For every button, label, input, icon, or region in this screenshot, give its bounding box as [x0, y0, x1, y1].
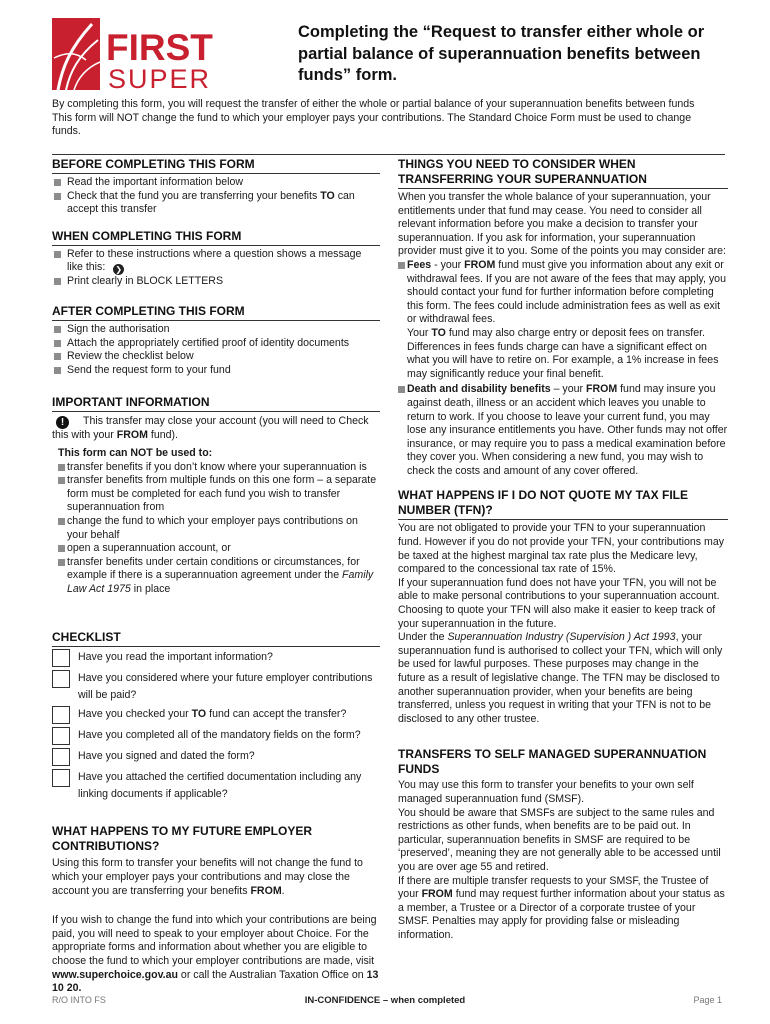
list-item: Fees - your FROM fund must give you information about any exit or withdrawal fees. If you are not aware of the fees that may apply, you should contact your fund for further information before completing this form. The fees could include administration fees as well as exit or withdrawal fees. Your TO fund may also charge entry or deposit fees on transfer. Differences in fees funds charge can have a significant effect on what you will have to retire on. For example, a 1% increase in fees may significantly reduce your final benefit.	[398, 259, 728, 381]
right-column	[398, 157, 728, 943]
tfn-paragraph-3: Under the Superannuation Industry (Supervision ) Act 1993, your superannuation fund is authorised to collect your TFN, which will only be used for lawful purposes. These purposes may change in the future as a result of legislative change. The TFN may be disclosed to another superannuation provider, when your benefits are being transferred, unless you request in writing that your TFN is not to be disclosed to any other trustee.	[398, 631, 723, 725]
list-item: Send the request form to your fund	[52, 364, 380, 378]
consider-heading: THINGS YOU NEED TO CONSIDER WHEN TRANSFERRING YOUR SUPERANNUATION	[398, 157, 728, 189]
list-item: transfer benefits under certain conditions or circumstances, for example if there is a superannuation agreement under the Family Law Act 1975 in place	[58, 556, 380, 597]
exclamation-icon: !	[56, 416, 69, 429]
consider-list	[398, 259, 728, 479]
checkbox-signed-dated[interactable]	[52, 748, 70, 766]
checklist-row: Have you considered where your future employer contributions will be paid?	[52, 670, 380, 703]
intro-line-2: This form will NOT change the fund to which your employer pays your contributions. The Standard Choice Form must be used to change funds.	[52, 111, 692, 138]
list-item: Sign the authorisation	[52, 323, 380, 337]
header-divider	[52, 154, 725, 155]
checkbox-future-contributions[interactable]	[52, 670, 70, 688]
list-item: Read the important information below	[52, 176, 380, 190]
checklist-row: Have you attached the certified documentation including any linking documents if applicable?	[52, 769, 380, 802]
smsf-paragraph-2: You should be aware that SMSFs are subject to the same rules and restrictions as other funds, when benefits are to be paid out. In particular, superannuation benefits in SMSF are required to be ‘preserved’, meaning they are not generally able to be accessed until you are over age 55 and retired.	[398, 806, 721, 873]
smsf-paragraph-1: You may use this form to transfer your benefits to your own self managed superannuation fund (SMSF).	[398, 779, 694, 805]
list-item: Refer to these instructions where a question shows a message like this: ❯	[52, 248, 380, 276]
smsf-heading: TRANSFERS TO SELF MANAGED SUPERANNUATION FUNDS	[398, 747, 707, 777]
tfn-paragraph-1: You are not obligated to provide your TFN to your superannuation fund. However if you do not provide your TFN, your contributions may be taxed at the highest marginal tax rate plus the Medicare levy, compared to the concessional tax rate of 15%.	[398, 522, 725, 576]
future-heading: WHAT HAPPENS TO MY FUTURE EMPLOYER CONTRIBUTIONS?	[52, 824, 313, 854]
tfn-heading: WHAT HAPPENS IF I DO NOT QUOTE MY TAX FILE NUMBER (TFN)?	[398, 488, 728, 520]
important-heading: IMPORTANT INFORMATION	[52, 395, 380, 412]
footer-page-number: Page 1	[693, 995, 722, 1005]
list-item: transfer benefits from multiple funds on this one form – a separate form must be completed for each fund you wish to transfer superannuation from	[58, 474, 380, 515]
smsf-paragraph-3: If there are multiple transfer requests to your SMSF, the Trustee of your FROM fund may request further information about your status as a member, a Trustee or a Director of a corporate trustee of your SMSF. Penalties may apply for providing false or misleading information.	[398, 874, 725, 941]
logo-word-super: SUPER	[108, 64, 212, 92]
intro-text	[52, 98, 722, 139]
first-super-logo	[52, 18, 224, 92]
checkbox-to-fund-check[interactable]	[52, 706, 70, 724]
when-heading: WHEN COMPLETING THIS FORM	[52, 229, 380, 246]
before-list	[52, 176, 380, 217]
list-item: Attach the appropriately certified proof of identity documents	[52, 337, 380, 351]
logo-word-first: FIRST	[106, 27, 213, 68]
footer-form-code: R/O INTO FS	[52, 995, 106, 1005]
tfn-paragraph-2: If your superannuation fund does not have your TFN, you will not be able to make personal contributions to your superannuation account. Choosing to quote your TFN will also make it easier to keep track of your superannuation in the future.	[398, 576, 720, 630]
document-title: Completing the “Request to transfer either whole or partial balance of superannuation benefits between funds” form.	[298, 23, 705, 84]
checklist-row: Have you signed and dated the form?	[52, 748, 380, 766]
important-note: ! This transfer may close your account (you will need to Check this with your FROM fund).	[52, 415, 369, 442]
after-list	[52, 323, 380, 377]
cannot-use-list	[58, 461, 380, 597]
list-item: Review the checklist below	[52, 350, 380, 364]
list-item: open a superannuation account, or	[58, 542, 380, 556]
cannot-use-label: This form can NOT be used to:	[58, 446, 213, 459]
chevron-right-icon: ❯	[113, 264, 124, 275]
future-paragraph-1: Using this form to transfer your benefits will not change the fund to which your employer pays your contributions and may close the account you are transferring your benefits FROM.	[52, 857, 363, 897]
footer-confidentiality: IN-CONFIDENCE – when completed	[304, 995, 466, 1006]
future-paragraph-2: If you wish to change the fund into which your contributions are being paid, you will need to speak to your employer about Choice. For the appropriate forms and information about whether you are eligible to choose the fund to which your employer contributions are made, visit www.superchoice.gov.au or call the Australian Taxation Office on 13 10 20.	[52, 914, 379, 995]
list-item: transfer benefits if you don’t know where your superannuation is	[58, 461, 380, 475]
when-list	[52, 248, 380, 289]
checkbox-certified-docs[interactable]	[52, 769, 70, 787]
list-item: Death and disability benefits – your FROM fund may insure you against death, illness or an accident which leaves you unable to return to work. If you choose to leave your current fund, you may lose any insurance entitlements you have. Other funds may not offer insurance, or may require you to pass a medical examination before they cover you. When considering a new fund, you may wish to check the costs and amount of any cover offered.	[398, 383, 728, 478]
left-column	[52, 157, 380, 996]
superchoice-link[interactable]: www.superchoice.gov.au	[52, 968, 178, 981]
intro-line-1: By completing this form, you will request the transfer of either the whole or partial balance of your superannuation benefits between funds	[52, 98, 695, 110]
after-heading: AFTER COMPLETING THIS FORM	[52, 304, 380, 321]
list-item: Check that the fund you are transferring your benefits TO can accept this transfer	[52, 190, 380, 217]
before-heading: BEFORE COMPLETING THIS FORM	[52, 157, 380, 174]
list-item: change the fund to which your employer pays contributions on your behalf	[58, 515, 380, 542]
checklist-heading: CHECKLIST	[52, 630, 380, 647]
checklist-row: Have you read the important information?	[52, 649, 380, 667]
consider-intro: When you transfer the whole balance of your superannuation, your entitlements under that fund may cease. You need to consider all relevant information before you make a decision to transfer your superannuation. If you ask for information, your superannuation provider must give it to you. Some of the points you may consider are:	[398, 191, 726, 258]
checkbox-read-info[interactable]	[52, 649, 70, 667]
checkbox-mandatory-fields[interactable]	[52, 727, 70, 745]
checklist-row: Have you completed all of the mandatory fields on the form?	[52, 727, 380, 745]
checklist-row: Have you checked your TO fund can accept the transfer?	[52, 706, 380, 724]
list-item: Print clearly in BLOCK LETTERS	[52, 275, 380, 289]
